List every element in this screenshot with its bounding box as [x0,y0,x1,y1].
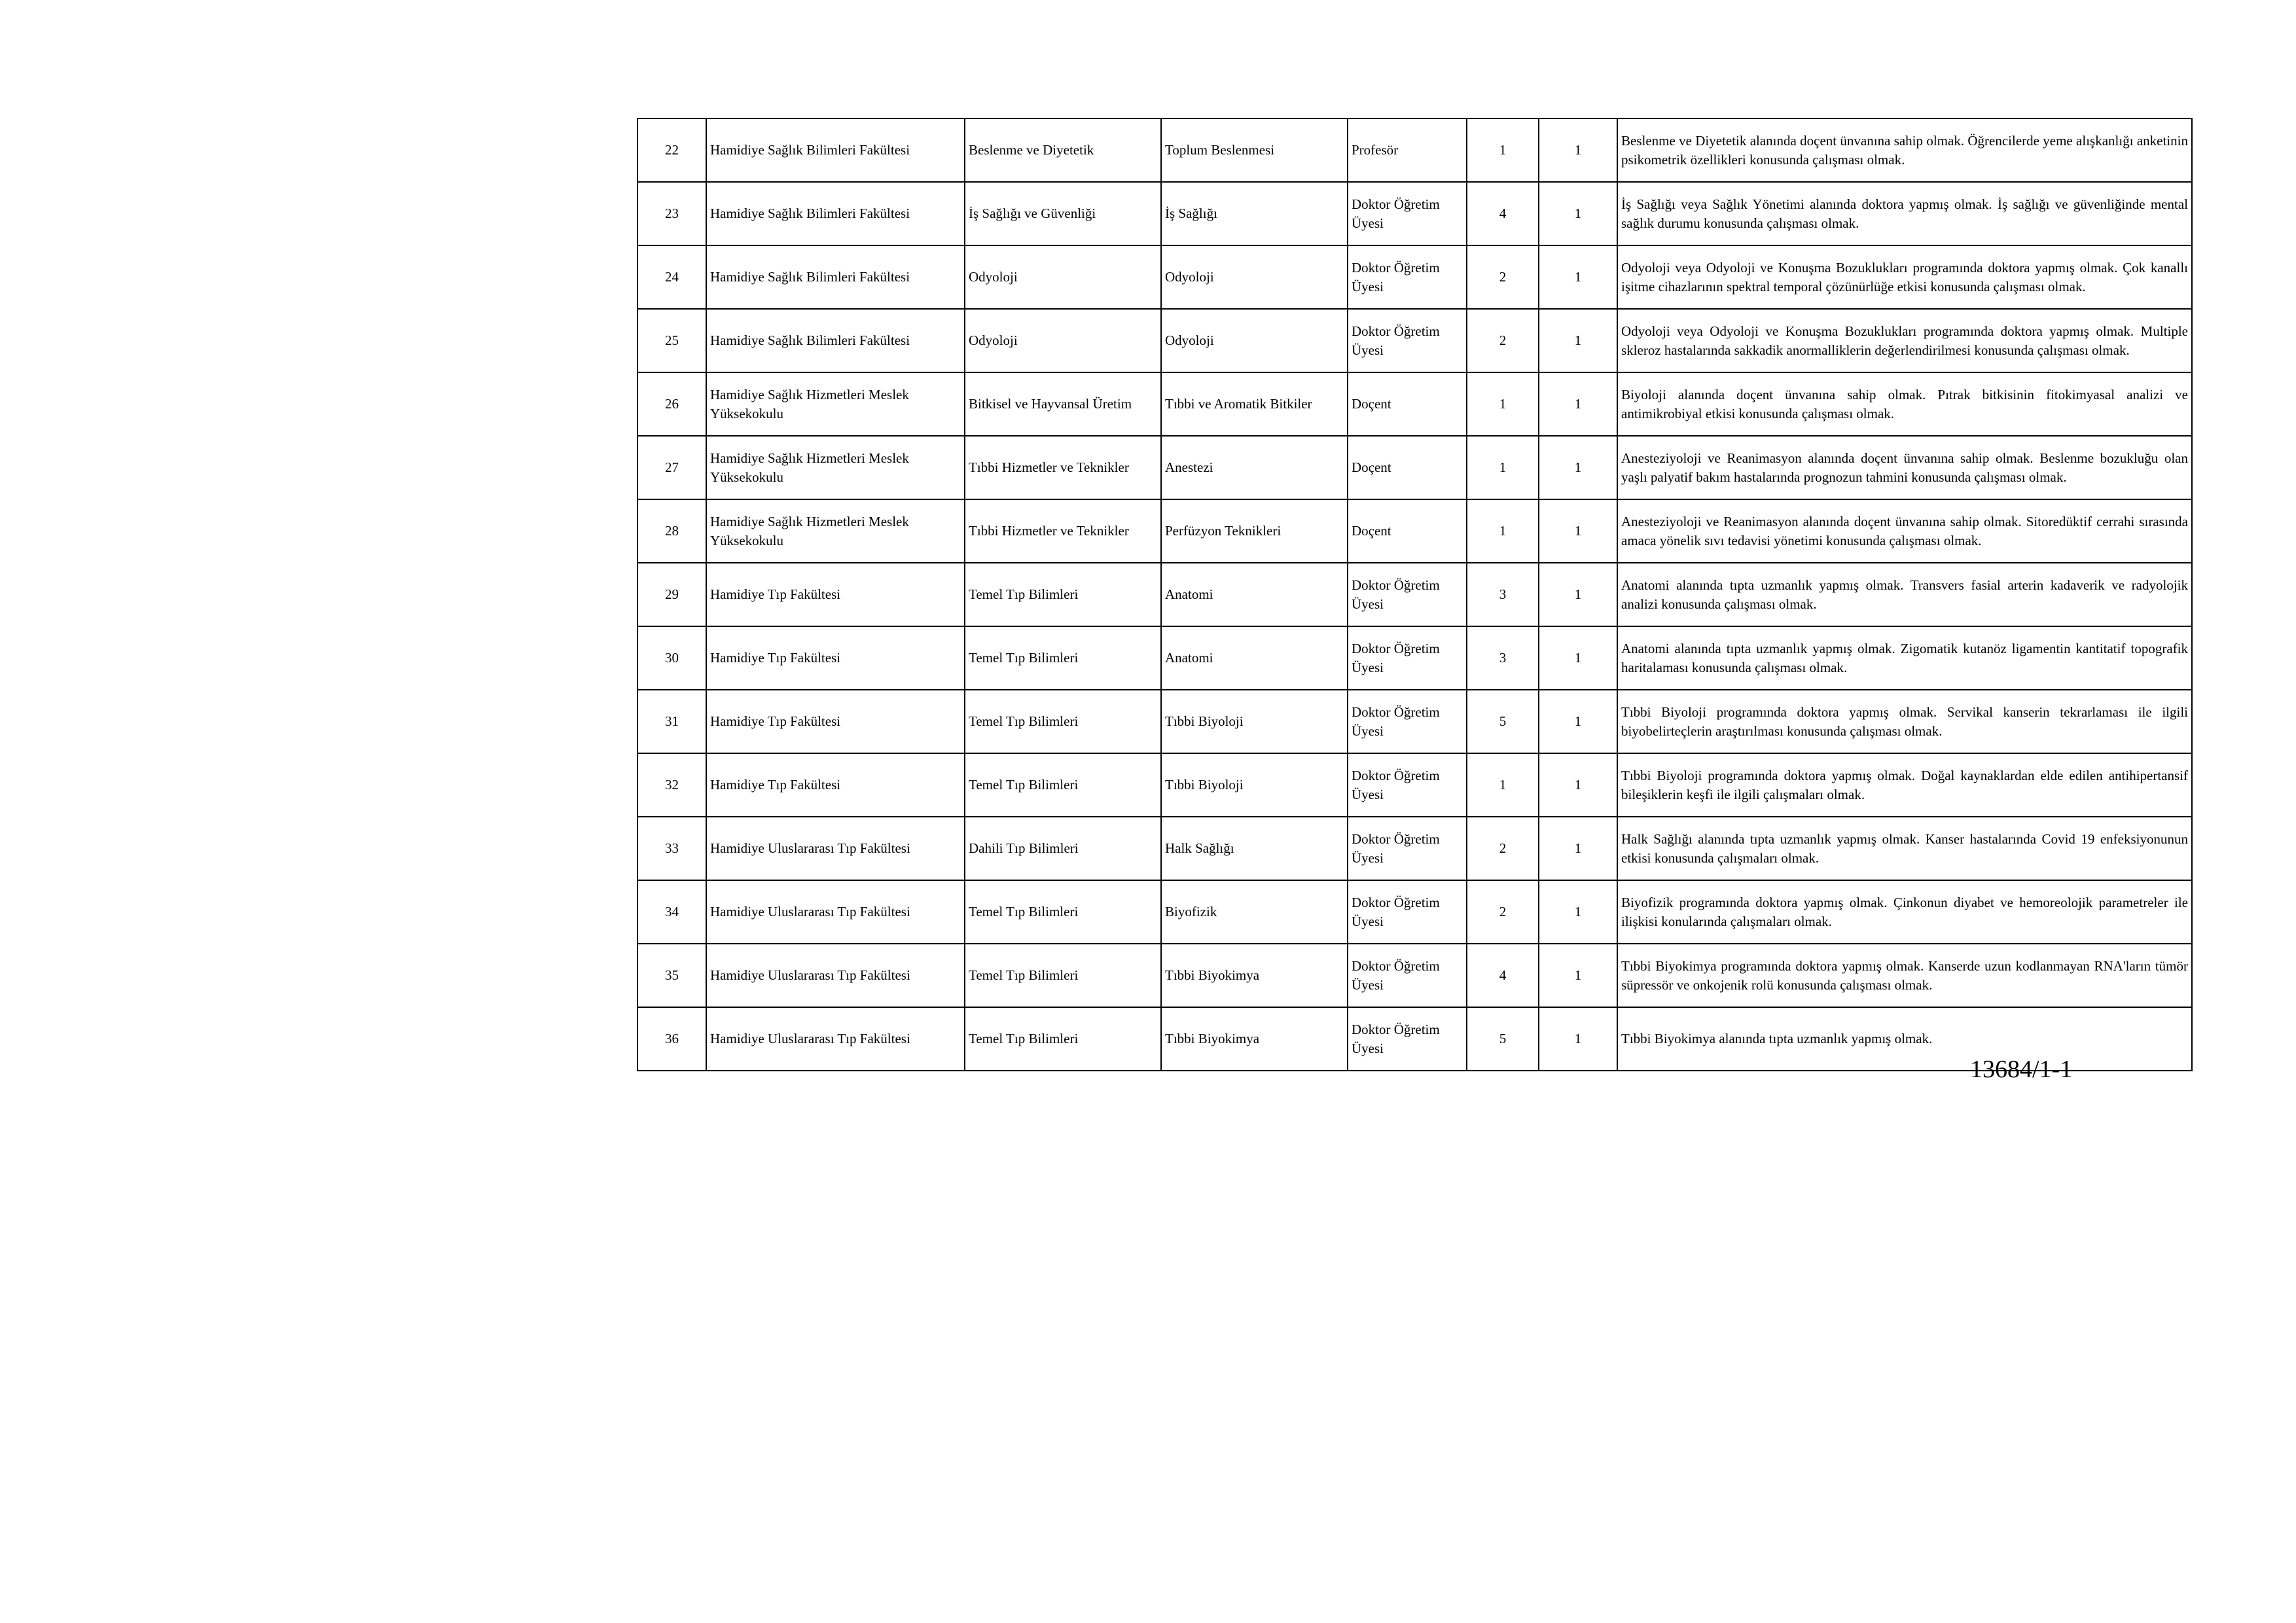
count-cell: 1 [1539,436,1617,499]
unit-cell: Hamidiye Sağlık Bilimleri Fakültesi [706,118,965,182]
staff-grade-cell: 2 [1467,245,1539,309]
unit-cell: Hamidiye Uluslararası Tıp Fakültesi [706,817,965,880]
table-body [637,118,2192,1071]
row-number: 34 [637,880,706,944]
row-number: 30 [637,626,706,690]
title-cell: Profesör [1348,118,1467,182]
title-cell: Doktor Öğretim Üyesi [1348,309,1467,372]
staff-grade-cell: 1 [1467,372,1539,436]
row-number: 33 [637,817,706,880]
department-cell: Temel Tıp Bilimleri [965,690,1161,753]
department-cell: Odyoloji [965,245,1161,309]
department-cell: Bitkisel ve Hayvansal Üretim [965,372,1161,436]
staff-grade-cell: 5 [1467,690,1539,753]
count-cell: 1 [1539,626,1617,690]
table-row [637,817,2192,880]
staff-grade-cell: 2 [1467,817,1539,880]
requirements-cell: Anatomi alanında tıpta uzmanlık yapmış olmak. Transvers fasial arterin kadaverik ve radyolojik analizi konusunda çalışması olmak. [1617,563,2192,626]
title-cell: Doçent [1348,372,1467,436]
table-row [637,690,2192,753]
staff-grade-cell: 4 [1467,944,1539,1007]
row-number: 32 [637,753,706,817]
title-cell: Doktor Öğretim Üyesi [1348,626,1467,690]
count-cell: 1 [1539,245,1617,309]
count-cell: 1 [1539,880,1617,944]
division-cell: İş Sağlığı [1161,182,1348,245]
unit-cell: Hamidiye Tıp Fakültesi [706,626,965,690]
table-row [637,944,2192,1007]
count-cell: 1 [1539,1007,1617,1071]
row-number: 22 [637,118,706,182]
title-cell: Doktor Öğretim Üyesi [1348,753,1467,817]
requirements-cell: Halk Sağlığı alanında tıpta uzmanlık yapmış olmak. Kanser hastalarında Covid 19 enfeksiyonunun etkisi konusunda çalışmaları olmak. [1617,817,2192,880]
count-cell: 1 [1539,944,1617,1007]
title-cell: Doktor Öğretim Üyesi [1348,880,1467,944]
count-cell: 1 [1539,753,1617,817]
title-cell: Doktor Öğretim Üyesi [1348,944,1467,1007]
division-cell: Tıbbi Biyokimya [1161,944,1348,1007]
row-number: 27 [637,436,706,499]
division-cell: Odyoloji [1161,309,1348,372]
department-cell: Beslenme ve Diyetetik [965,118,1161,182]
department-cell: Temel Tıp Bilimleri [965,753,1161,817]
division-cell: Anatomi [1161,626,1348,690]
division-cell: Halk Sağlığı [1161,817,1348,880]
staff-grade-cell: 3 [1467,626,1539,690]
row-number: 35 [637,944,706,1007]
staff-grade-cell: 1 [1467,118,1539,182]
title-cell: Doktor Öğretim Üyesi [1348,563,1467,626]
requirements-cell: Odyoloji veya Odyoloji ve Konuşma Bozuklukları programında doktora yapmış olmak. Çok kanallı işitme cihazlarının spektral temporal çözünürlüğe etkisi konusunda çalışması olmak. [1617,245,2192,309]
table-row [637,499,2192,563]
title-cell: Doktor Öğretim Üyesi [1348,1007,1467,1071]
row-number: 36 [637,1007,706,1071]
requirements-cell: Anesteziyoloji ve Reanimasyon alanında doçent ünvanına sahip olmak. Sitoredüktif cerrahi sırasında amaca yönelik sıvı tedavisi yönetimi konusunda çalışması olmak. [1617,499,2192,563]
requirements-cell: Tıbbi Biyokimya programında doktora yapmış olmak. Kanserde uzun kodlanmayan RNA'ların tümör süpressör ve onkojenik rolü konusunda çalışması olmak. [1617,944,2192,1007]
requirements-cell: Tıbbi Biyokimya alanında tıpta uzmanlık yapmış olmak. [1617,1007,2192,1071]
row-number: 31 [637,690,706,753]
table-row [637,626,2192,690]
count-cell: 1 [1539,118,1617,182]
row-number: 23 [637,182,706,245]
requirements-cell: Tıbbi Biyoloji programında doktora yapmış olmak. Doğal kaynaklardan elde edilen antihipertansif bileşiklerin keşfi ile ilgili çalışmaları olmak. [1617,753,2192,817]
table-row [637,753,2192,817]
department-cell: Temel Tıp Bilimleri [965,944,1161,1007]
staff-grade-cell: 2 [1467,309,1539,372]
requirements-cell: İş Sağlığı veya Sağlık Yönetimi alanında doktora yapmış olmak. İş sağlığı ve güvenliğinde mental sağlık durumu konusunda çalışması olmak. [1617,182,2192,245]
row-number: 26 [637,372,706,436]
title-cell: Doktor Öğretim Üyesi [1348,817,1467,880]
staff-grade-cell: 2 [1467,880,1539,944]
requirements-cell: Tıbbi Biyoloji programında doktora yapmış olmak. Servikal kanserin tekrarlaması ile ilgili biyobelirteçlerin araştırılması konusunda çalışması olmak. [1617,690,2192,753]
title-cell: Doçent [1348,436,1467,499]
count-cell: 1 [1539,499,1617,563]
department-cell: Dahili Tıp Bilimleri [965,817,1161,880]
division-cell: Anatomi [1161,563,1348,626]
row-number: 28 [637,499,706,563]
table-row [637,880,2192,944]
staff-grade-cell: 1 [1467,436,1539,499]
unit-cell: Hamidiye Sağlık Bilimleri Fakültesi [706,245,965,309]
unit-cell: Hamidiye Sağlık Hizmetleri Meslek Yüksekokulu [706,499,965,563]
department-cell: İş Sağlığı ve Güvenliği [965,182,1161,245]
count-cell: 1 [1539,563,1617,626]
row-number: 25 [637,309,706,372]
unit-cell: Hamidiye Sağlık Hizmetleri Meslek Yüksekokulu [706,436,965,499]
department-cell: Tıbbi Hizmetler ve Teknikler [965,499,1161,563]
division-cell: Tıbbi Biyokimya [1161,1007,1348,1071]
unit-cell: Hamidiye Tıp Fakültesi [706,563,965,626]
division-cell: Perfüzyon Teknikleri [1161,499,1348,563]
division-cell: Biyofizik [1161,880,1348,944]
division-cell: Tıbbi ve Aromatik Bitkiler [1161,372,1348,436]
department-cell: Tıbbi Hizmetler ve Teknikler [965,436,1161,499]
department-cell: Temel Tıp Bilimleri [965,626,1161,690]
title-cell: Doktor Öğretim Üyesi [1348,182,1467,245]
title-cell: Doktor Öğretim Üyesi [1348,690,1467,753]
staff-positions-table [637,118,2193,1071]
table-row [637,1007,2192,1071]
division-cell: Anestezi [1161,436,1348,499]
table-row [637,182,2192,245]
unit-cell: Hamidiye Uluslararası Tıp Fakültesi [706,944,965,1007]
unit-cell: Hamidiye Sağlık Bilimleri Fakültesi [706,309,965,372]
table-row [637,563,2192,626]
row-number: 29 [637,563,706,626]
table-row [637,436,2192,499]
requirements-cell: Biyoloji alanında doçent ünvanına sahip olmak. Pıtrak bitkisinin fitokimyasal analizi ve antimikrobiyal etkisi konusunda çalışması olmak. [1617,372,2192,436]
row-number: 24 [637,245,706,309]
unit-cell: Hamidiye Uluslararası Tıp Fakültesi [706,1007,965,1071]
count-cell: 1 [1539,817,1617,880]
unit-cell: Hamidiye Tıp Fakültesi [706,753,965,817]
unit-cell: Hamidiye Tıp Fakültesi [706,690,965,753]
table-row [637,309,2192,372]
staff-grade-cell: 5 [1467,1007,1539,1071]
department-cell: Temel Tıp Bilimleri [965,880,1161,944]
division-cell: Toplum Beslenmesi [1161,118,1348,182]
requirements-cell: Anesteziyoloji ve Reanimasyon alanında doçent ünvanına sahip olmak. Beslenme bozukluğu olan yaşlı palyatif bakım hastalarında prognozun tahmini konusunda çalışması olmak. [1617,436,2192,499]
table-row [637,372,2192,436]
department-cell: Temel Tıp Bilimleri [965,1007,1161,1071]
count-cell: 1 [1539,309,1617,372]
division-cell: Odyoloji [1161,245,1348,309]
table-row [637,118,2192,182]
staff-grade-cell: 4 [1467,182,1539,245]
unit-cell: Hamidiye Sağlık Bilimleri Fakültesi [706,182,965,245]
division-cell: Tıbbi Biyoloji [1161,690,1348,753]
staff-grade-cell: 1 [1467,499,1539,563]
requirements-cell: Biyofizik programında doktora yapmış olmak. Çinkonun diyabet ve hemoreolojik parametreler ile ilişkisi konularında çalışmaları olmak. [1617,880,2192,944]
department-cell: Temel Tıp Bilimleri [965,563,1161,626]
unit-cell: Hamidiye Sağlık Hizmetleri Meslek Yüksekokulu [706,372,965,436]
requirements-cell: Anatomi alanında tıpta uzmanlık yapmış olmak. Zigomatik kutanöz ligamentin kantitatif topografik haritalaması konusunda çalışması olmak. [1617,626,2192,690]
department-cell: Odyoloji [965,309,1161,372]
count-cell: 1 [1539,182,1617,245]
staff-grade-cell: 3 [1467,563,1539,626]
count-cell: 1 [1539,690,1617,753]
unit-cell: Hamidiye Uluslararası Tıp Fakültesi [706,880,965,944]
title-cell: Doçent [1348,499,1467,563]
division-cell: Tıbbi Biyoloji [1161,753,1348,817]
title-cell: Doktor Öğretim Üyesi [1348,245,1467,309]
count-cell: 1 [1539,372,1617,436]
requirements-cell: Beslenme ve Diyetetik alanında doçent ünvanına sahip olmak. Öğrencilerde yeme alışkanlığı anketinin psikometrik özellikleri konusunda çalışması olmak. [1617,118,2192,182]
staff-grade-cell: 1 [1467,753,1539,817]
requirements-cell: Odyoloji veya Odyoloji ve Konuşma Bozuklukları programında doktora yapmış olmak. Multiple skleroz hastalarında sakkadik anormalliklerin değerlendirilmesi konusunda çalışması olmak. [1617,309,2192,372]
document-code: 13684/1-1 [1970,1056,2073,1083]
table-row [637,245,2192,309]
